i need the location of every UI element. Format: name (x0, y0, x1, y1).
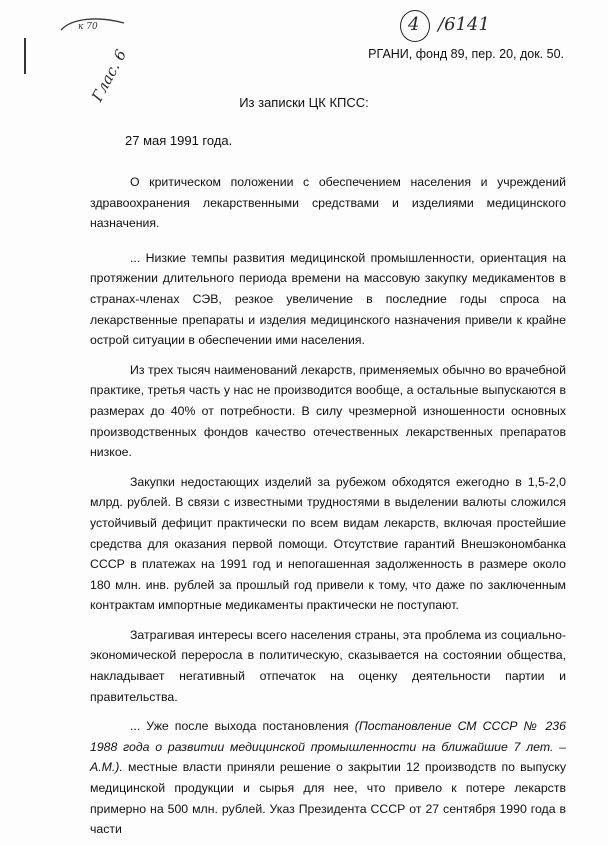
subject-paragraph: О критическом положении с обеспечением населения и учреждений здравоохранения лекарственными средствами и изделиями медицинского назначения. (90, 175, 566, 231)
corner-mark-text: к 70 (78, 22, 98, 32)
document-heading: Из записки ЦК КПСС: (239, 95, 369, 110)
paragraph-5-start: ... Уже после выхода постановления (130, 719, 355, 734)
doc-number-rest: /6141 (438, 14, 490, 35)
paragraph-3: Закупки недостающих изделий за рубежом обходятся ежегодно в 1,5-2,0 млрд. рублей. В связи с известными трудностями в выделении валюты сложился устойчивый дефицит практически по всем видам лекарств, включая простейшие средства для оказания первой помощи. Отсутствие гарантий Внешэкономбанка СССР в платежах на 1991 год и непогашенная задолженность в размере около 180 млн. инв. рублей за прошлый год привели к тому, что даже по заключенным контрактам импортные медикаменты практически не поступают. (90, 474, 566, 613)
paragraph-5-citation: (Постановление СМ СССР № 236 1988 года о развитии медицинской промышленности на ближайшие 7 лет. – А.М.). (90, 719, 566, 775)
handwritten-margin-note: Глас. 6 (88, 46, 131, 105)
paragraph-2: Из трех тысяч наименований лекарств, применяемых обычно во врачебной практике, третья часть у нас не производится вообще, а остальные выпускаются в размерах до 40% от потребности. В силу чрезмерной изношенности основных производственных фондов качество отечественных лекарственных препаратов низкое. (90, 362, 566, 460)
paragraph-5 (90, 716, 566, 840)
doc-number-circled: 4 (408, 14, 420, 35)
document-date: 27 мая 1991 года. (125, 133, 233, 148)
paragraph-4: Затрагивая интересы всего населения страны, эта проблема из социально-экономической переросла в политическую, сказывается на состоянии общества, накладывает негативный отпечаток на оценку деятельности партии и правительства. (90, 627, 566, 704)
handwritten-document-number (400, 8, 520, 48)
handwritten-corner-mark (58, 14, 128, 36)
paragraph-5-end: местные власти приняли решение о закрытии 12 производств по выпуску медицинской продукции и сырья для нее, что привело к потере лекарств примерно на 500 млн. рублей. Указ Президента СССР от 27 сентября 1990 года в части (90, 760, 566, 837)
paragraph-1: ... Низкие темпы развития медицинской промышленности, ориентация на протяжении длительного периода времени на массовую закупку медикаментов в странах-членах СЭВ, резкое увеличение в последние годы спроса на лекарственные препараты и изделия медицинского назначения привели к крайне острой ситуации в обеспечении ими населения. (90, 250, 566, 348)
margin-bar (24, 38, 26, 74)
archive-reference: РГАНИ, фонд 89, пер. 20, док. 50. (368, 47, 564, 61)
document-body (90, 172, 566, 840)
